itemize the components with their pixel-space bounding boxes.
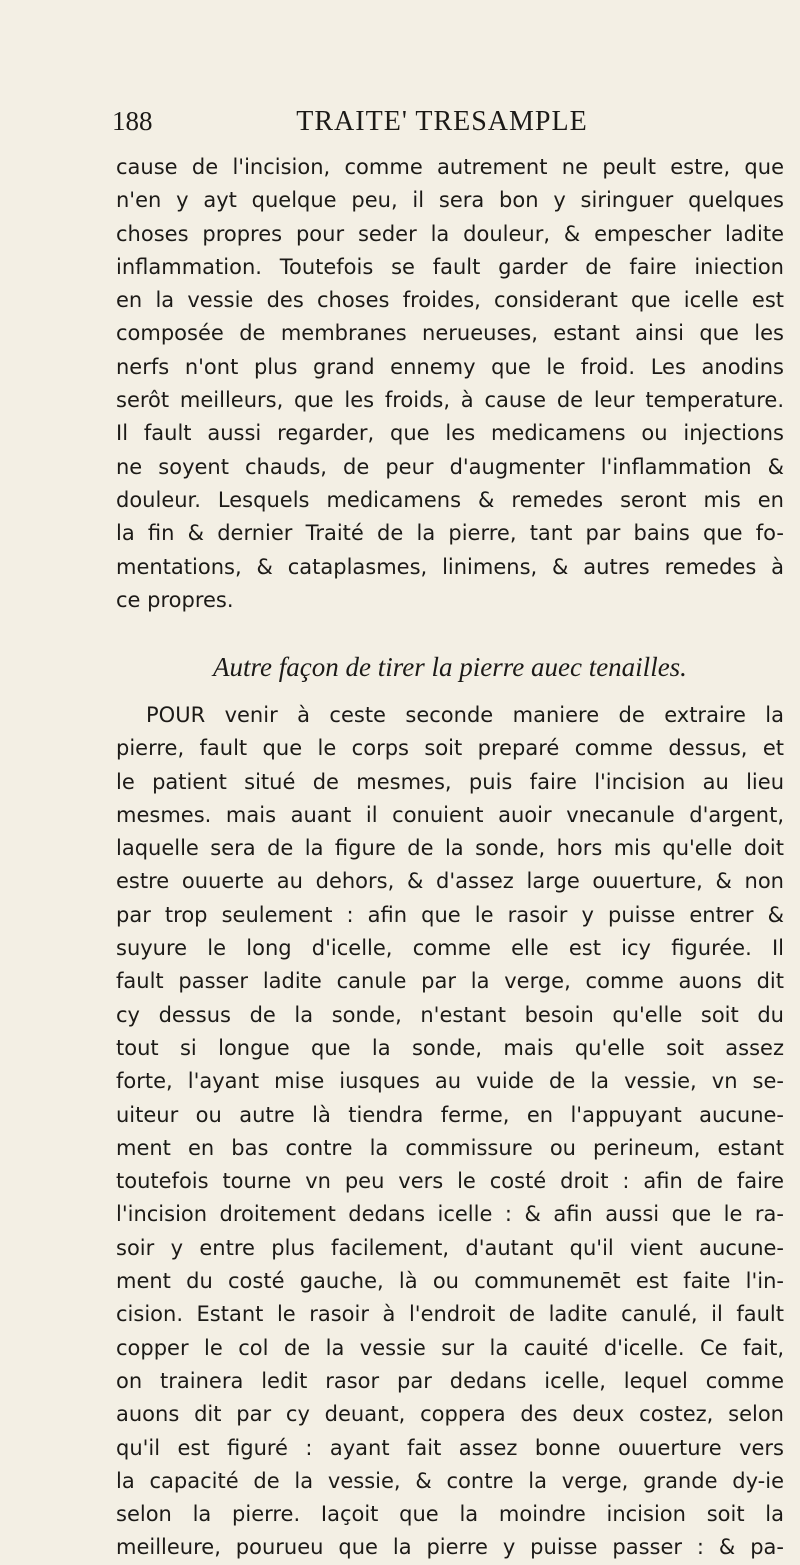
text-line: ce propres. <box>116 587 234 612</box>
paragraph-1 <box>116 151 784 617</box>
text-line: forte, l'ayant mise iusques au vuide de la vessie, vn se- <box>116 1069 784 1094</box>
text-line: choses propres pour seder la douleur, & empescher ladite <box>116 221 784 246</box>
running-head: TRAITE' TRESAMPLE <box>296 106 588 137</box>
text-line: en la vessie des choses froides, considerant que icelle est <box>116 288 784 313</box>
text-line: cause de l'incision, comme autrement ne peult estre, que <box>116 155 784 179</box>
text-line: mentations, & cataplasmes, linimens, & autres remedes à <box>116 554 784 579</box>
text-line: qu'il est figuré : ayant fait assez bonne ouuerture vers <box>116 1435 784 1460</box>
text-line: mesmes. mais auant il conuient auoir vnecanule d'argent, <box>116 802 784 827</box>
text-line: cy dessus de la sonde, n'estant besoin qu'elle soit du <box>116 1002 784 1027</box>
text-line: ment du costé gauche, là ou communemēt est faite l'in- <box>116 1269 784 1294</box>
text-line: le patient situé de mesmes, puis faire l'incision au lieu <box>116 769 784 794</box>
text-line: tout si longue que la sonde, mais qu'elle soit assez <box>116 1035 784 1060</box>
text-line: nerfs n'ont plus grand ennemy que le froid. Les anodins <box>116 354 784 379</box>
text-line: toutefois tourne vn peu vers le costé droit : afin de faire <box>116 1169 784 1194</box>
text-line: suyure le long d'icelle, comme elle est icy figurée. Il <box>116 936 784 961</box>
page-number: 188 <box>112 106 153 136</box>
text-line: Il fault aussi regarder, que les medicamens ou injections <box>116 421 784 446</box>
text-line: douleur. Lesquels medicamens & remedes seront mis en <box>116 487 784 512</box>
text-line: laquelle sera de la figure de la sonde, hors mis qu'elle doit <box>116 836 784 861</box>
text-line: pierre, fault que le corps soit preparé comme dessus, et <box>116 736 784 761</box>
text-line: copper le col de la vessie sur la cauité d'icelle. Ce fait, <box>116 1335 784 1360</box>
text-line: ment en bas contre la commissure ou perineum, estant <box>116 1135 784 1160</box>
text-line: fault passer ladite canule par la verge, comme auons dit <box>116 969 784 994</box>
text-line: la capacité de la vessie, & contre la verge, grande dy-ie <box>116 1468 784 1493</box>
text-line: on trainera ledit rasor par dedans icelle, lequel comme <box>116 1368 784 1393</box>
text-line: serôt meilleurs, que les froids, à cause de leur temperature. <box>116 388 784 413</box>
text-line: par trop seulement : afin que le rasoir y puisse entrer & <box>116 902 784 927</box>
section-title: Autre façon de tirer la pierre auec tenailles. <box>213 652 687 682</box>
text-line: selon la pierre. Iaçoit que la moindre incision soit la <box>116 1502 784 1527</box>
text-line: cision. Estant le rasoir à l'endroit de ladite canulé, il fault <box>116 1302 784 1327</box>
text-line: uiteur ou autre là tiendra ferme, en l'appuyant aucune- <box>116 1102 784 1127</box>
text-line: auons dit par cy deuant, coppera des deux costez, selon <box>116 1402 784 1427</box>
text-line: ne soyent chauds, de peur d'augmenter l'inflammation & <box>116 454 784 479</box>
text-line: meilleure, pourueu que la pierre y puisse passer : & pa- <box>116 1535 784 1560</box>
text-line: l'incision droitement dedans icelle : & afin aussi que le ra- <box>116 1202 784 1227</box>
text-line: composée de membranes nerueuses, estant ainsi que les <box>116 321 784 346</box>
text-line: soir y entre plus facilement, d'autant qu'il vient aucune- <box>116 1235 784 1260</box>
paragraph-2 <box>116 699 784 1565</box>
text-line: la fin & dernier Traité de la pierre, tant par bains que fo- <box>116 521 784 546</box>
page-header <box>112 106 772 146</box>
text-line: POUR venir à ceste seconde maniere de extraire la <box>146 703 784 727</box>
text-line: estre ouuerte au dehors, & d'assez large ouuerture, & non <box>116 869 784 894</box>
text-line: inflammation. Toutefois se fault garder de faire iniection <box>116 254 784 279</box>
text-line: n'en y ayt quelque peu, il sera bon y siringuer quelques <box>116 188 784 213</box>
